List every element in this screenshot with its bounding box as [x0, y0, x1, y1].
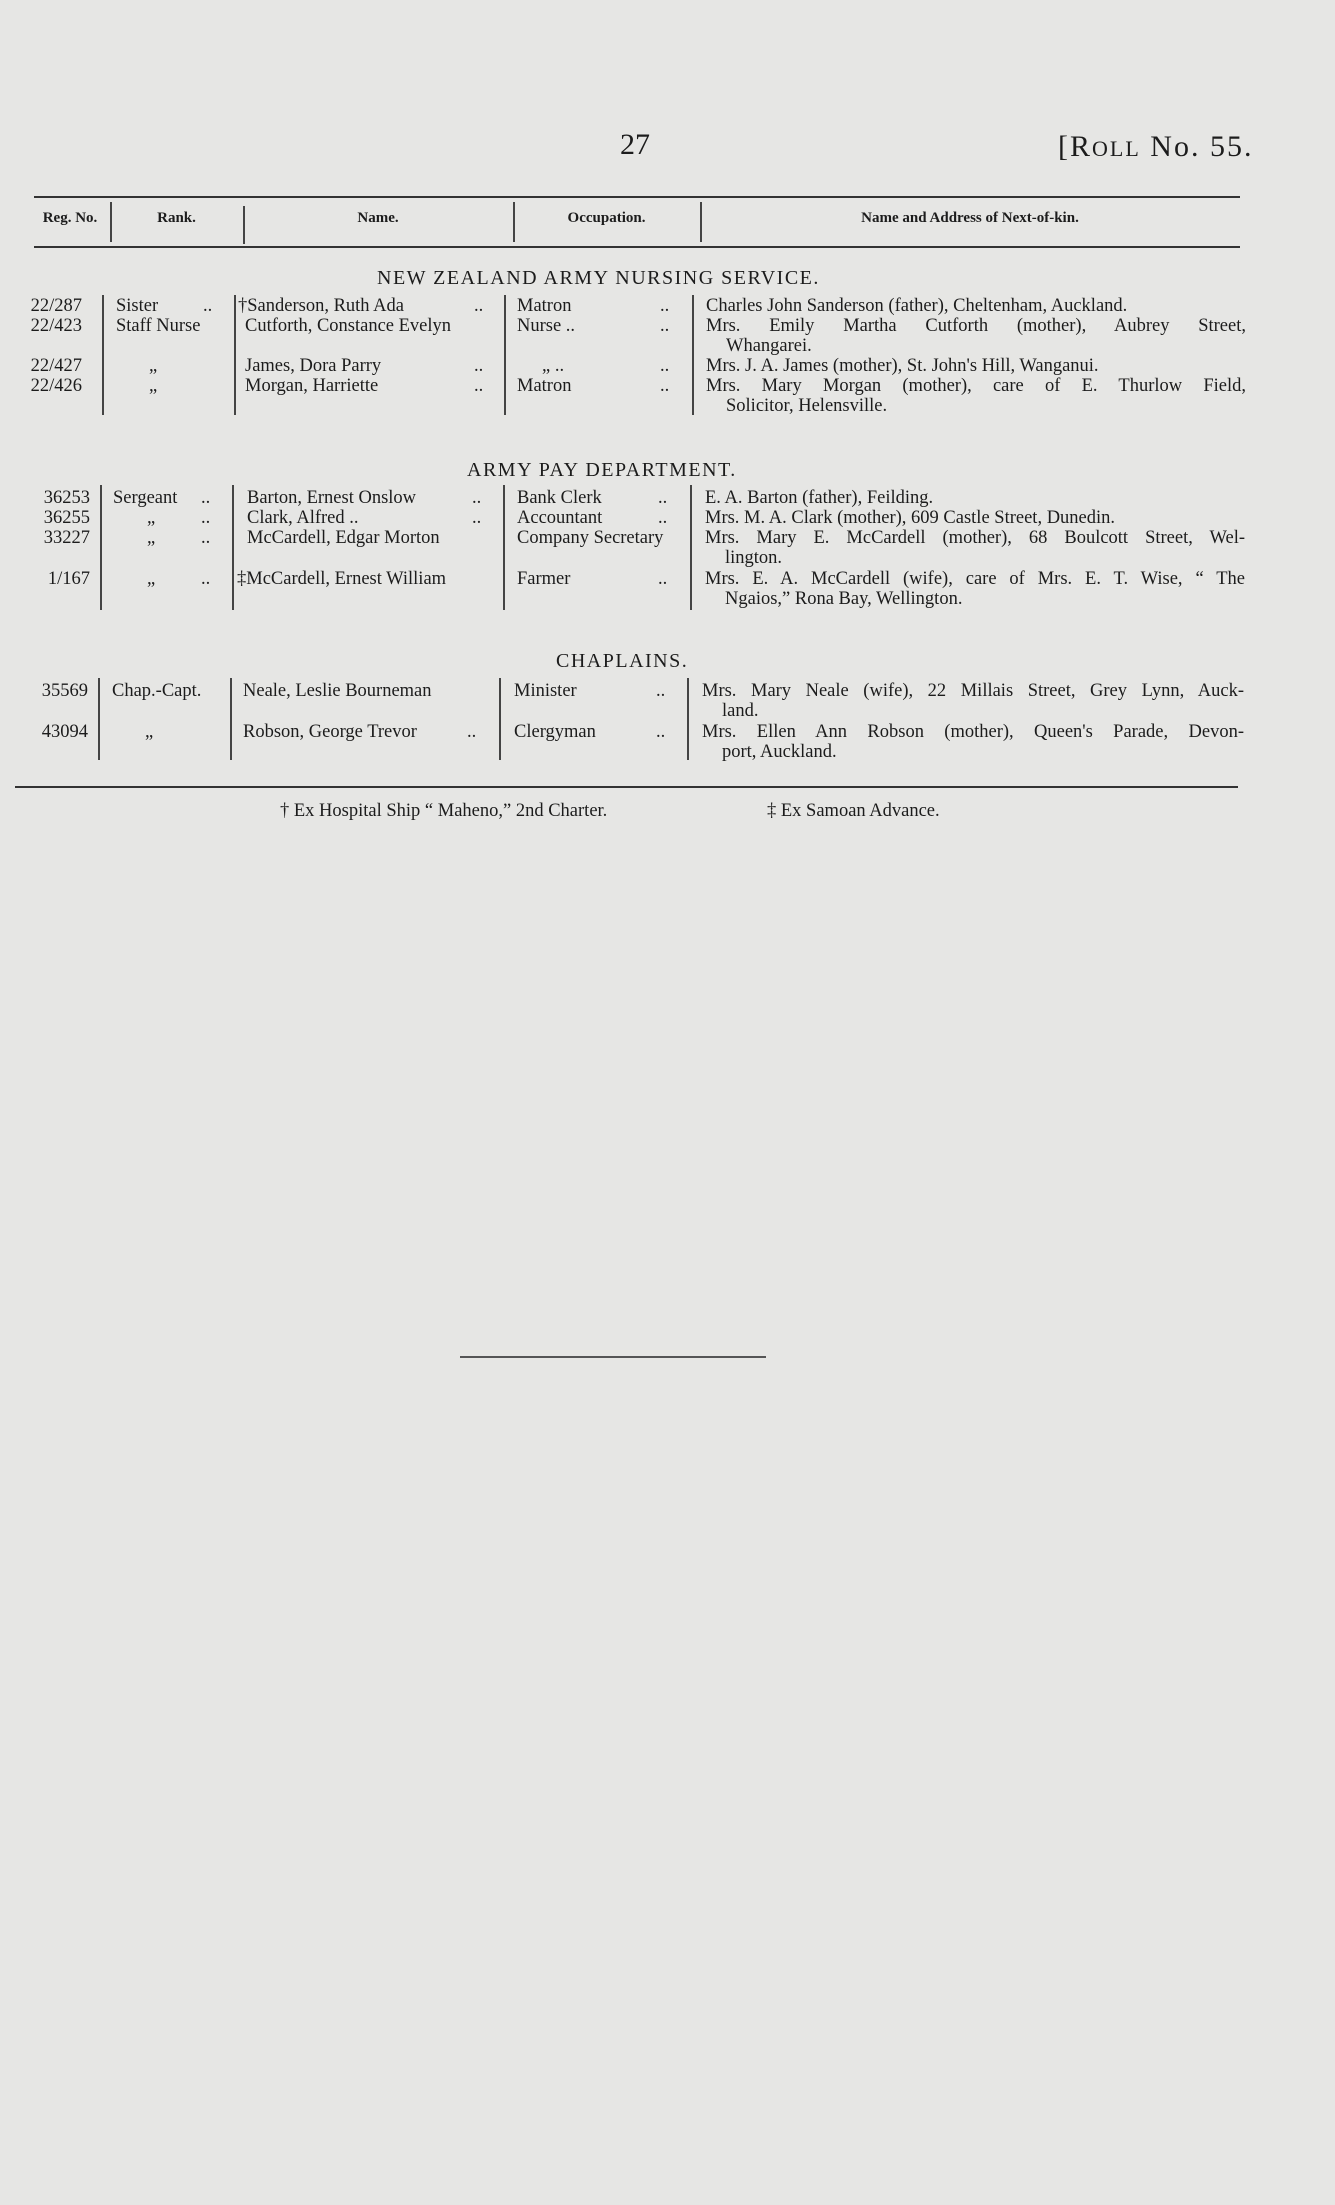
next-of-kin-line: Mrs. J. A. James (mother), St. John's Hill, Wanganui. — [706, 356, 1099, 376]
next-of-kin-continuation: Whangarei. — [726, 336, 812, 356]
next-of-kin-line: Mrs. Ellen Ann Robson (mother), Queen's Parade, Devon- — [702, 722, 1244, 742]
column-header-reg: Reg. No. — [42, 210, 98, 226]
occupation-leader-dots: .. — [658, 569, 668, 589]
next-of-kin-continuation: land. — [722, 701, 759, 721]
reg-number: 43094 — [41, 722, 88, 742]
section-title-nursing: NEW ZEALAND ARMY NURSING SERVICE. — [377, 267, 820, 289]
occupation: Nurse .. — [517, 316, 576, 336]
next-of-kin — [706, 356, 1246, 376]
soldier-name: Morgan, Harriette — [245, 376, 379, 396]
column-divider — [232, 485, 234, 610]
reg-number: 22/287 — [30, 296, 82, 316]
occupation-leader-dots: .. — [656, 722, 666, 742]
roll-number — [1058, 130, 1253, 164]
next-of-kin-line: Mrs. Emily Martha Cutforth (mother), Aubrey Street, — [706, 316, 1246, 336]
column-divider — [100, 485, 102, 610]
rank: Sergeant — [113, 488, 178, 508]
header-top-rule — [34, 196, 1240, 198]
column-divider — [503, 485, 505, 610]
rank-leader-dots: .. — [201, 528, 211, 548]
rank: Sister — [116, 296, 159, 316]
reg-number: 22/423 — [30, 316, 82, 336]
reg-number: 36253 — [43, 488, 90, 508]
occupation-leader-dots: .. — [660, 376, 670, 396]
reg-number: 22/427 — [30, 356, 82, 376]
rank: „ — [147, 569, 156, 589]
table-bottom-rule — [15, 786, 1238, 788]
next-of-kin-continuation: Solicitor, Helensville. — [726, 396, 888, 416]
rank: „ — [147, 508, 156, 528]
next-of-kin — [702, 681, 1244, 721]
occupation-leader-dots: .. — [660, 316, 670, 336]
section-title-pay: ARMY PAY DEPARTMENT. — [467, 459, 737, 481]
occupation: Accountant — [517, 508, 603, 528]
next-of-kin-line: Mrs. M. A. Clark (mother), 609 Castle Street, Dunedin. — [705, 508, 1116, 528]
soldier-name: Barton, Ernest Onslow — [247, 488, 417, 508]
footnote-double-dagger: ‡ Ex Samoan Advance. — [767, 801, 940, 821]
column-divider — [230, 678, 232, 760]
next-of-kin — [706, 296, 1246, 316]
column-divider — [504, 295, 506, 415]
soldier-name: Clark, Alfred .. — [247, 508, 359, 528]
next-of-kin — [706, 376, 1246, 416]
next-of-kin — [702, 722, 1244, 762]
reg-number: 36255 — [43, 508, 90, 528]
name-leader-dots: .. — [467, 722, 477, 742]
column-divider — [102, 295, 104, 415]
header-divider — [700, 202, 702, 242]
occupation-leader-dots: .. — [658, 508, 668, 528]
footnote-dagger: † Ex Hospital Ship “ Maheno,” 2nd Charter. — [280, 801, 608, 821]
soldier-name: McCardell, Edgar Morton — [247, 528, 440, 548]
column-divider — [499, 678, 501, 760]
rank-leader-dots: .. — [203, 296, 213, 316]
column-divider — [690, 485, 692, 610]
soldier-name: Robson, George Trevor — [243, 722, 417, 742]
occupation-leader-dots: .. — [658, 488, 668, 508]
section-title-chaplains: CHAPLAINS. — [556, 650, 689, 672]
roll-r: R — [1070, 130, 1093, 163]
column-header-rank: Rank. — [157, 210, 196, 226]
column-divider — [98, 678, 100, 760]
column-header-next-of-kin: Name and Address of Next-of-kin. — [861, 210, 1079, 226]
soldier-name: ‡McCardell, Ernest William — [237, 569, 447, 589]
next-of-kin-line: Mrs. Mary Morgan (mother), care of E. Thurlow Field, — [706, 376, 1246, 396]
soldier-name: Neale, Leslie Bourneman — [243, 681, 432, 701]
rank-leader-dots: .. — [201, 569, 211, 589]
next-of-kin — [705, 528, 1245, 568]
rank-leader-dots: .. — [201, 508, 211, 528]
rank: „ — [147, 528, 156, 548]
name-leader-dots: .. — [472, 488, 482, 508]
page-number: 27 — [620, 128, 650, 161]
name-leader-dots: .. — [474, 296, 484, 316]
soldier-name: Cutforth, Constance Evelyn — [245, 316, 452, 336]
roll-bracket: [ — [1058, 130, 1070, 163]
rank: „ — [149, 376, 158, 396]
next-of-kin — [705, 508, 1245, 528]
occupation-leader-dots: .. — [660, 356, 670, 376]
occupation: „ .. — [542, 356, 565, 376]
column-divider — [692, 295, 694, 415]
reg-number: 22/426 — [30, 376, 82, 396]
occupation: Bank Clerk — [517, 488, 602, 508]
next-of-kin-line: E. A. Barton (father), Feilding. — [705, 488, 934, 508]
occupation: Matron — [517, 376, 572, 396]
header-divider — [243, 206, 245, 244]
next-of-kin — [705, 569, 1245, 609]
next-of-kin-continuation: lington. — [725, 548, 783, 568]
next-of-kin-continuation: port, Auckland. — [722, 742, 837, 762]
reg-number: 35569 — [41, 681, 88, 701]
rank: Chap.-Capt. — [112, 681, 202, 701]
occupation-leader-dots: .. — [656, 681, 666, 701]
soldier-name: James, Dora Parry — [245, 356, 382, 376]
name-leader-dots: .. — [472, 508, 482, 528]
next-of-kin-line: Mrs. Mary Neale (wife), 22 Millais Street, Grey Lynn, Auck- — [702, 681, 1244, 701]
roll-oll: OLL — [1092, 136, 1141, 161]
next-of-kin-line: Mrs. Mary E. McCardell (mother), 68 Boulcott Street, Wel- — [705, 528, 1245, 548]
occupation: Matron — [517, 296, 572, 316]
rank: „ — [145, 722, 154, 742]
header-bottom-rule — [34, 246, 1240, 248]
next-of-kin-line: Charles John Sanderson (father), Cheltenham, Auckland. — [706, 296, 1128, 316]
next-of-kin — [706, 316, 1246, 356]
occupation: Farmer — [517, 569, 571, 589]
occupation: Company Secretary — [517, 528, 664, 548]
rank: Staff Nurse — [116, 316, 201, 336]
next-of-kin-line: Mrs. E. A. McCardell (wife), care of Mrs. E. T. Wise, “ The — [705, 569, 1245, 589]
rank-leader-dots: .. — [201, 488, 211, 508]
occupation: Minister — [514, 681, 577, 701]
column-header-occupation: Occupation. — [567, 210, 646, 226]
closing-rule — [460, 1356, 766, 1358]
header-divider — [513, 202, 515, 242]
reg-number: 33227 — [43, 528, 90, 548]
soldier-name: †Sanderson, Ruth Ada — [238, 296, 404, 316]
roll-rest: No. 55. — [1140, 130, 1254, 163]
column-divider — [687, 678, 689, 760]
occupation: Clergyman — [514, 722, 596, 742]
next-of-kin-continuation: Ngaios,” Rona Bay, Wellington. — [725, 589, 963, 609]
reg-number: 1/167 — [47, 569, 90, 589]
occupation-leader-dots: .. — [660, 296, 670, 316]
name-leader-dots: .. — [474, 376, 484, 396]
column-divider — [234, 295, 236, 415]
column-header-name: Name. — [357, 210, 399, 226]
next-of-kin — [705, 488, 1245, 508]
name-leader-dots: .. — [474, 356, 484, 376]
rank: „ — [149, 356, 158, 376]
header-divider — [110, 202, 112, 242]
